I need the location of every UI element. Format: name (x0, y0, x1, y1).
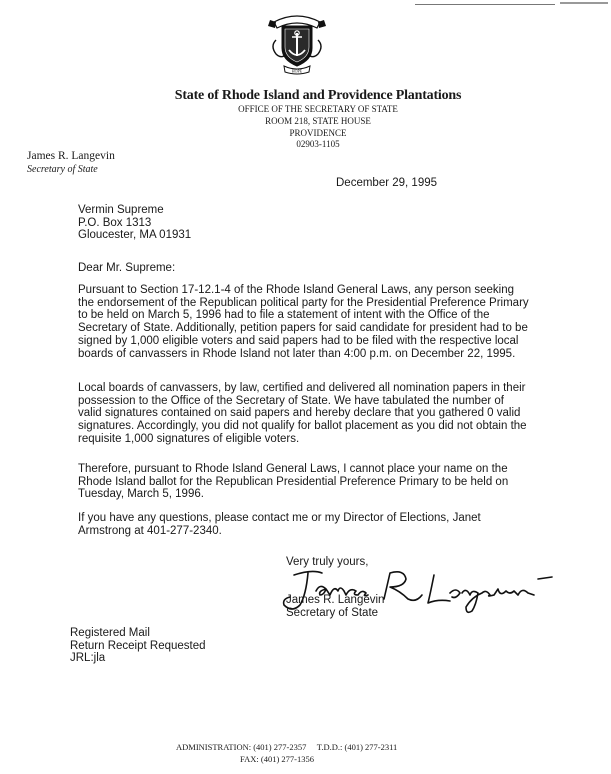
official-title: Secretary of State (27, 164, 98, 175)
salutation: Dear Mr. Supreme: (78, 262, 176, 274)
body-paragraph-4: If you have any questions, please contact me or my Director of Elections, Janet Armstrong at 401-277-2340. (78, 512, 481, 537)
body-paragraph-3: Therefore, pursuant to Rhode Island General Laws, I cannot place your name on the Rhode Island ballot for the Republican Presidential Preference Primary to be held on Tuesday, March 5, 1996. (78, 463, 509, 501)
mail-note-registered: Registered Mail (70, 627, 150, 639)
scan-mark (560, 2, 608, 4)
state-seal-emblem (262, 6, 332, 76)
signer-name: James R. Langevin (286, 594, 385, 606)
body-paragraph-2: Local boards of canvassers, by law, certified and delivered all nomination papers in their possession to the Office of the Secretary of State. We have tabulated the number of valid signatures contained on said papers and hereby declare that you gathered 0 valid signatures. Accordingly, you did not qualify for ballot placement as you did not obtain the requisite 1,000 signatures of eligible voters. (78, 382, 527, 445)
recipient-address-line-1: P.O. Box 1313 (78, 216, 152, 229)
mail-note-initials: JRL:jla (70, 652, 106, 665)
recipient-address-line-2: Gloucester, MA 01931 (78, 229, 192, 242)
letterhead-state-name: State of Rhode Island and Providence Plantations (174, 88, 462, 103)
letterhead-zip: 02903-1105 (296, 139, 340, 149)
closing: Very truly yours, (286, 556, 369, 568)
recipient-address-block (78, 204, 191, 242)
letter-date: December 29, 1995 (336, 177, 438, 189)
official-name: James R. Langevin (27, 150, 115, 162)
scan-mark (415, 4, 555, 5)
letterhead-office: OFFICE OF THE SECRETARY OF STATE (238, 104, 398, 114)
mail-note-receipt: Return Receipt Requested (70, 639, 206, 652)
footer-fax-line: FAX: (401) 277-1356 (240, 754, 314, 764)
mail-notes-block (70, 627, 206, 665)
letterhead-city: PROVIDENCE (289, 128, 347, 138)
recipient-name: Vermin Supreme (78, 204, 164, 216)
footer-phone-line: ADMINISTRATION: (401) 277-2357 T.D.D.: (401) 277-2311 (176, 742, 398, 752)
svg-text:HOPE: HOPE (291, 68, 303, 74)
letterhead-room: ROOM 218, STATE HOUSE (265, 116, 371, 126)
signer-title: Secretary of State (286, 607, 379, 619)
body-paragraph-1: Pursuant to Section 17-12.1-4 of the Rhode Island General Laws, any person seeking the endorsement of the Republican political party for the Presidential Preference Primary to be held on March 5, 1996 had to file a statement of intent with the Office of the Secretary of State. Additionally, petition papers for said candidate for president had to be signed by 1,000 eligible voters and said papers had to be filed with the respective local boards of canvassers in Rhode Island not later than 4:00 p.m. on December 22, 1995. (78, 284, 529, 360)
